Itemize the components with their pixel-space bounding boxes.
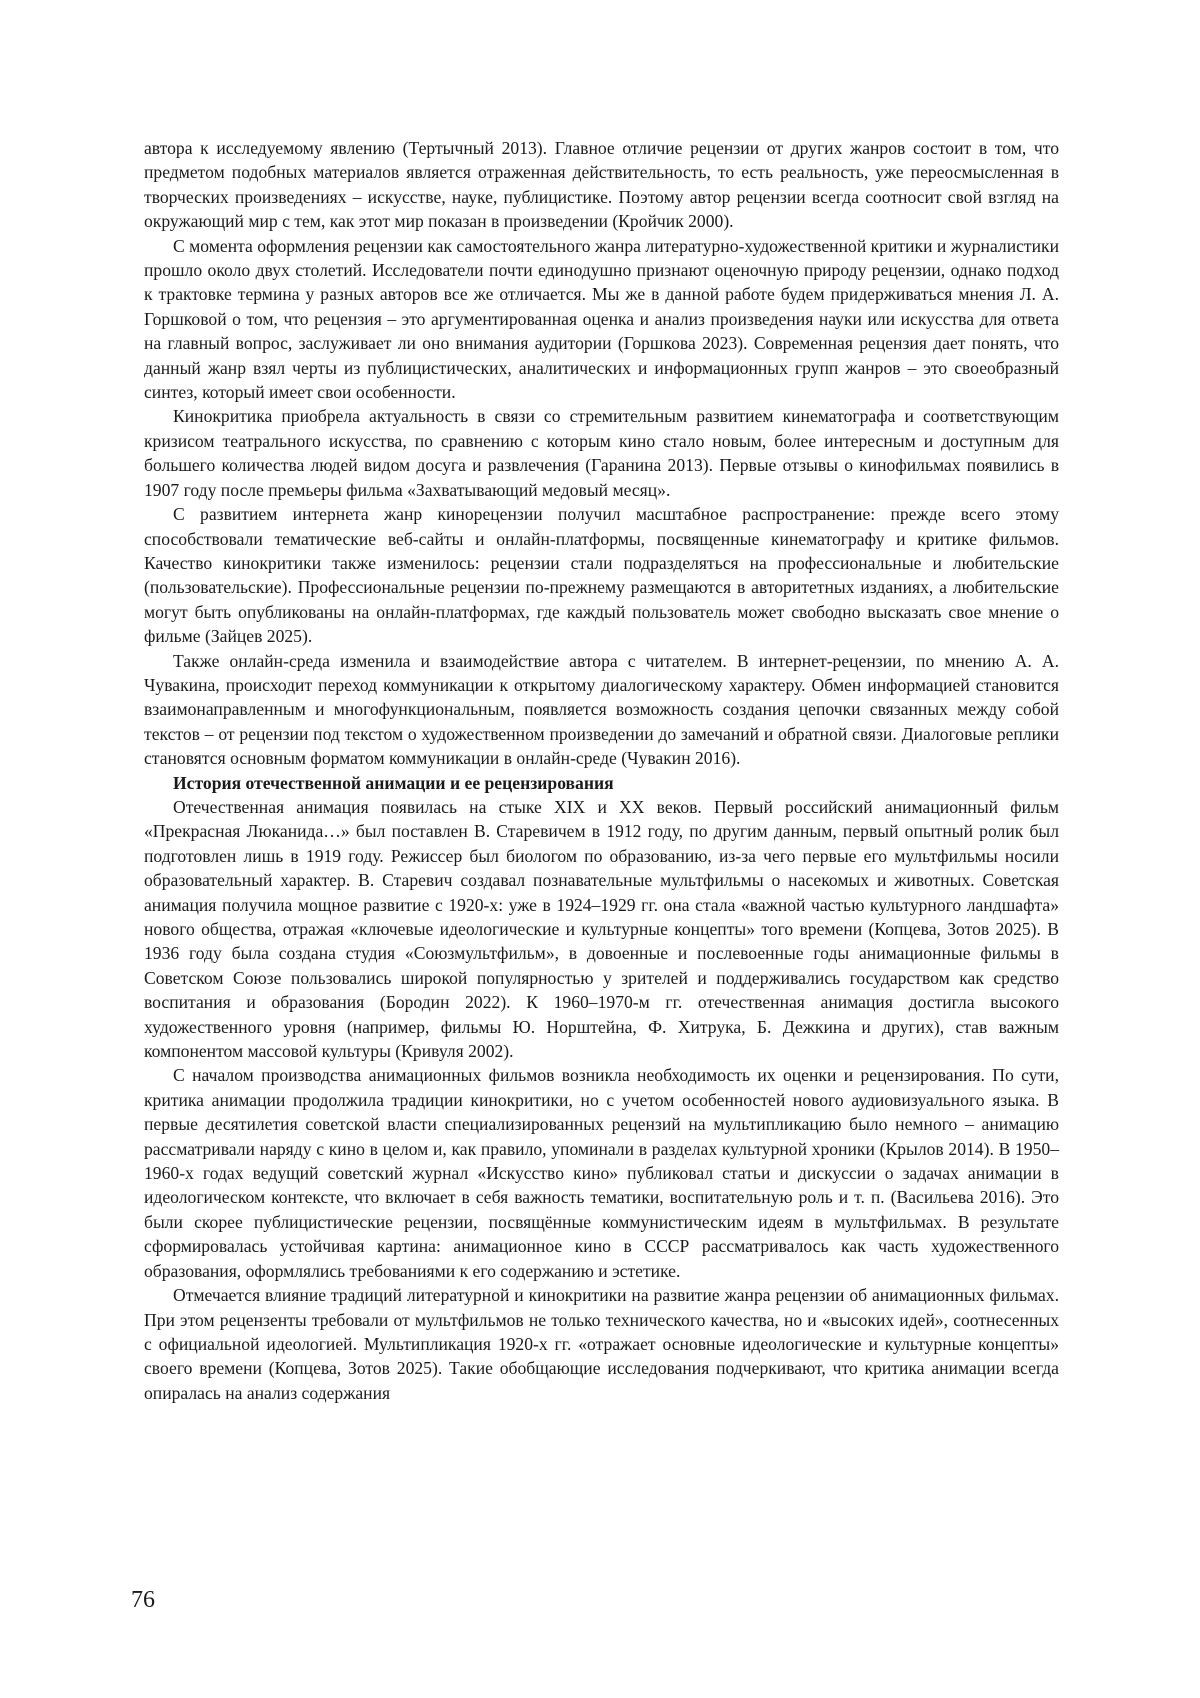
paragraph-3: Кинокритика приобрела актуальность в связи со стремительным развитием кинематографа и соответствующим кризисом театрального искусства, по сравнению с которым кино стало новым, более интересным и доступным для большего количества людей видом досуга и развлечения (Гаранина 2013). Первые отзывы о кинофильмах появились в 1907 году после премьеры фильма «Захватывающий медовый месяц».	[144, 406, 1059, 500]
paragraph-7: С началом производства анимационных фильмов возникла необходимость их оценки и рецензирования. По сути, критика анимации продолжила традиции кинокритики, но с учетом особенностей нового аудиовизуального языка. В первые десятилетия советской власти специализированных рецензий на мультипликацию было немного – анимацию рассматривали наряду с кино в целом и, как правило, упоминали в разделах культурной хроники (Крылов 2014). В 1950–1960-х годах ведущий советский журнал «Искусство кино» публиковал статьи и дискуссии о задачах анимации в идеологическом контексте, что включает в себя важность тематики, воспитательную роль и т. п. (Васильева 2016). Это были скорее публицистические рецензии, посвящённые коммунистическим идеям в мультфильмах. В результате сформировалась устойчивая картина: анимационное кино в СССР рассматривалось как часть художественного образования, оформлялись требованиями к его содержанию и эстетике.	[144, 1065, 1059, 1281]
paragraph-6: Отечественная анимация появилась на стыке XIX и XX веков. Первый российский анимационный фильм «Прекрасная Люканида…» был поставлен В. Старевичем в 1912 году, по другим данным, первый опытный ролик был подготовлен лишь в 1919 году. Режиссер был биологом по образованию, из-за чего первые его мультфильмы носили образовательный характер. В. Старевич создавал познавательные мультфильмы о насекомых и животных. Советская анимация получила мощное развитие с 1920-х: уже в 1924–1929 гг. она стала «важной частью культурного ландшафта» нового общества, отражая «ключевые идеологические и культурные концепты» того времени (Копцева, Зотов 2025). В 1936 году была создана студия «Союзмультфильм», в довоенные и послевоенные годы анимационные фильмы в Советском Союзе пользовались широкой популярностью у зрителей и поддерживались государством как средство воспитания и образования (Бородин 2022). К 1960–1970-м гг. отечественная анимация достигла высокого художественного уровня (например, фильмы Ю. Норштейна, Ф. Хитрука, Б. Дежкина и других), став важным компонентом массовой культуры (Кривуля 2002).	[144, 796, 1059, 1062]
page-number: 76	[131, 1587, 155, 1613]
paragraph-5: Также онлайн-среда изменила и взаимодействие автора с читателем. В интернет-рецензии, по мнению А. А. Чувакина, происходит переход коммуникации к открытому диалогическому характеру. Обмен информацией становится взаимонаправленным и многофункциональным, появляется возможность создания цепочки связанных между собой текстов – от рецензии под текстом о художественном произведении до замечаний и обратной связи. Диалоговые реплики становятся основным форматом коммуникации в онлайн-среде (Чувакин 2016).	[144, 650, 1059, 769]
paragraph-2: С момента оформления рецензии как самостоятельного жанра литературно-художественной критики и журналистики прошло около двух столетий. Исследователи почти единодушно признают оценочную природу рецензии, однако подход к трактовке термина у разных авторов все же отличается. Мы же в данной работе будем придерживаться мнения Л. А. Горшковой о том, что рецензия – это аргументированная оценка и анализ произведения науки или искусства для ответа на главный вопрос, заслуживает ли оно внимания аудитории (Горшкова 2023). Современная рецензия дает понять, что данный жанр взял черты из публицистических, аналитических и информационных групп жанров – это своеобразный синтез, который имеет свои особенности.	[144, 235, 1059, 403]
paragraph-8: Отмечается влияние традиций литературной и кинокритики на развитие жанра рецензии об анимационных фильмах. При этом рецензенты требовали от мультфильмов не только технического качества, но и «высоких идей», соотнесенных с официальной идеологией. Мультипликация 1920-х гг. «отражает основные идеологические и культурные концепты» своего времени (Копцева, Зотов 2025). Такие обобщающие исследования подчеркивают, что критика анимации всегда опиралась на анализ содержания	[144, 1285, 1059, 1403]
section-heading: История отечественной анимации и ее рецензирования	[173, 772, 614, 793]
page-body	[144, 136, 1059, 1405]
paragraph-1: автора к исследуемому явлению (Тертычный 2013). Главное отличие рецензии от других жанров состоит в том, что предметом подобных материалов является отраженная действительность, то есть реальность, уже переосмысленная в творческих произведениях – искусстве, науке, публицистике. Поэтому автор рецензии всегда соотносит свой взгляд на окружающий мир с тем, как этот мир показан в произведении (Кройчик 2000).	[144, 138, 1059, 232]
paragraph-4: С развитием интернета жанр кинорецензии получил масштабное распространение: прежде всего этому способствовали тематические веб-сайты и онлайн-платформы, посвященные кинематографу и критике фильмов. Качество кинокритики также изменилось: рецензии стали подразделяться на профессиональные и любительские (пользовательские). Профессиональные рецензии по-прежнему размещаются в авторитетных изданиях, а любительские могут быть опубликованы на онлайн-платформах, где каждый пользователь может свободно высказать свое мнение о фильме (Зайцев 2025).	[144, 504, 1059, 647]
